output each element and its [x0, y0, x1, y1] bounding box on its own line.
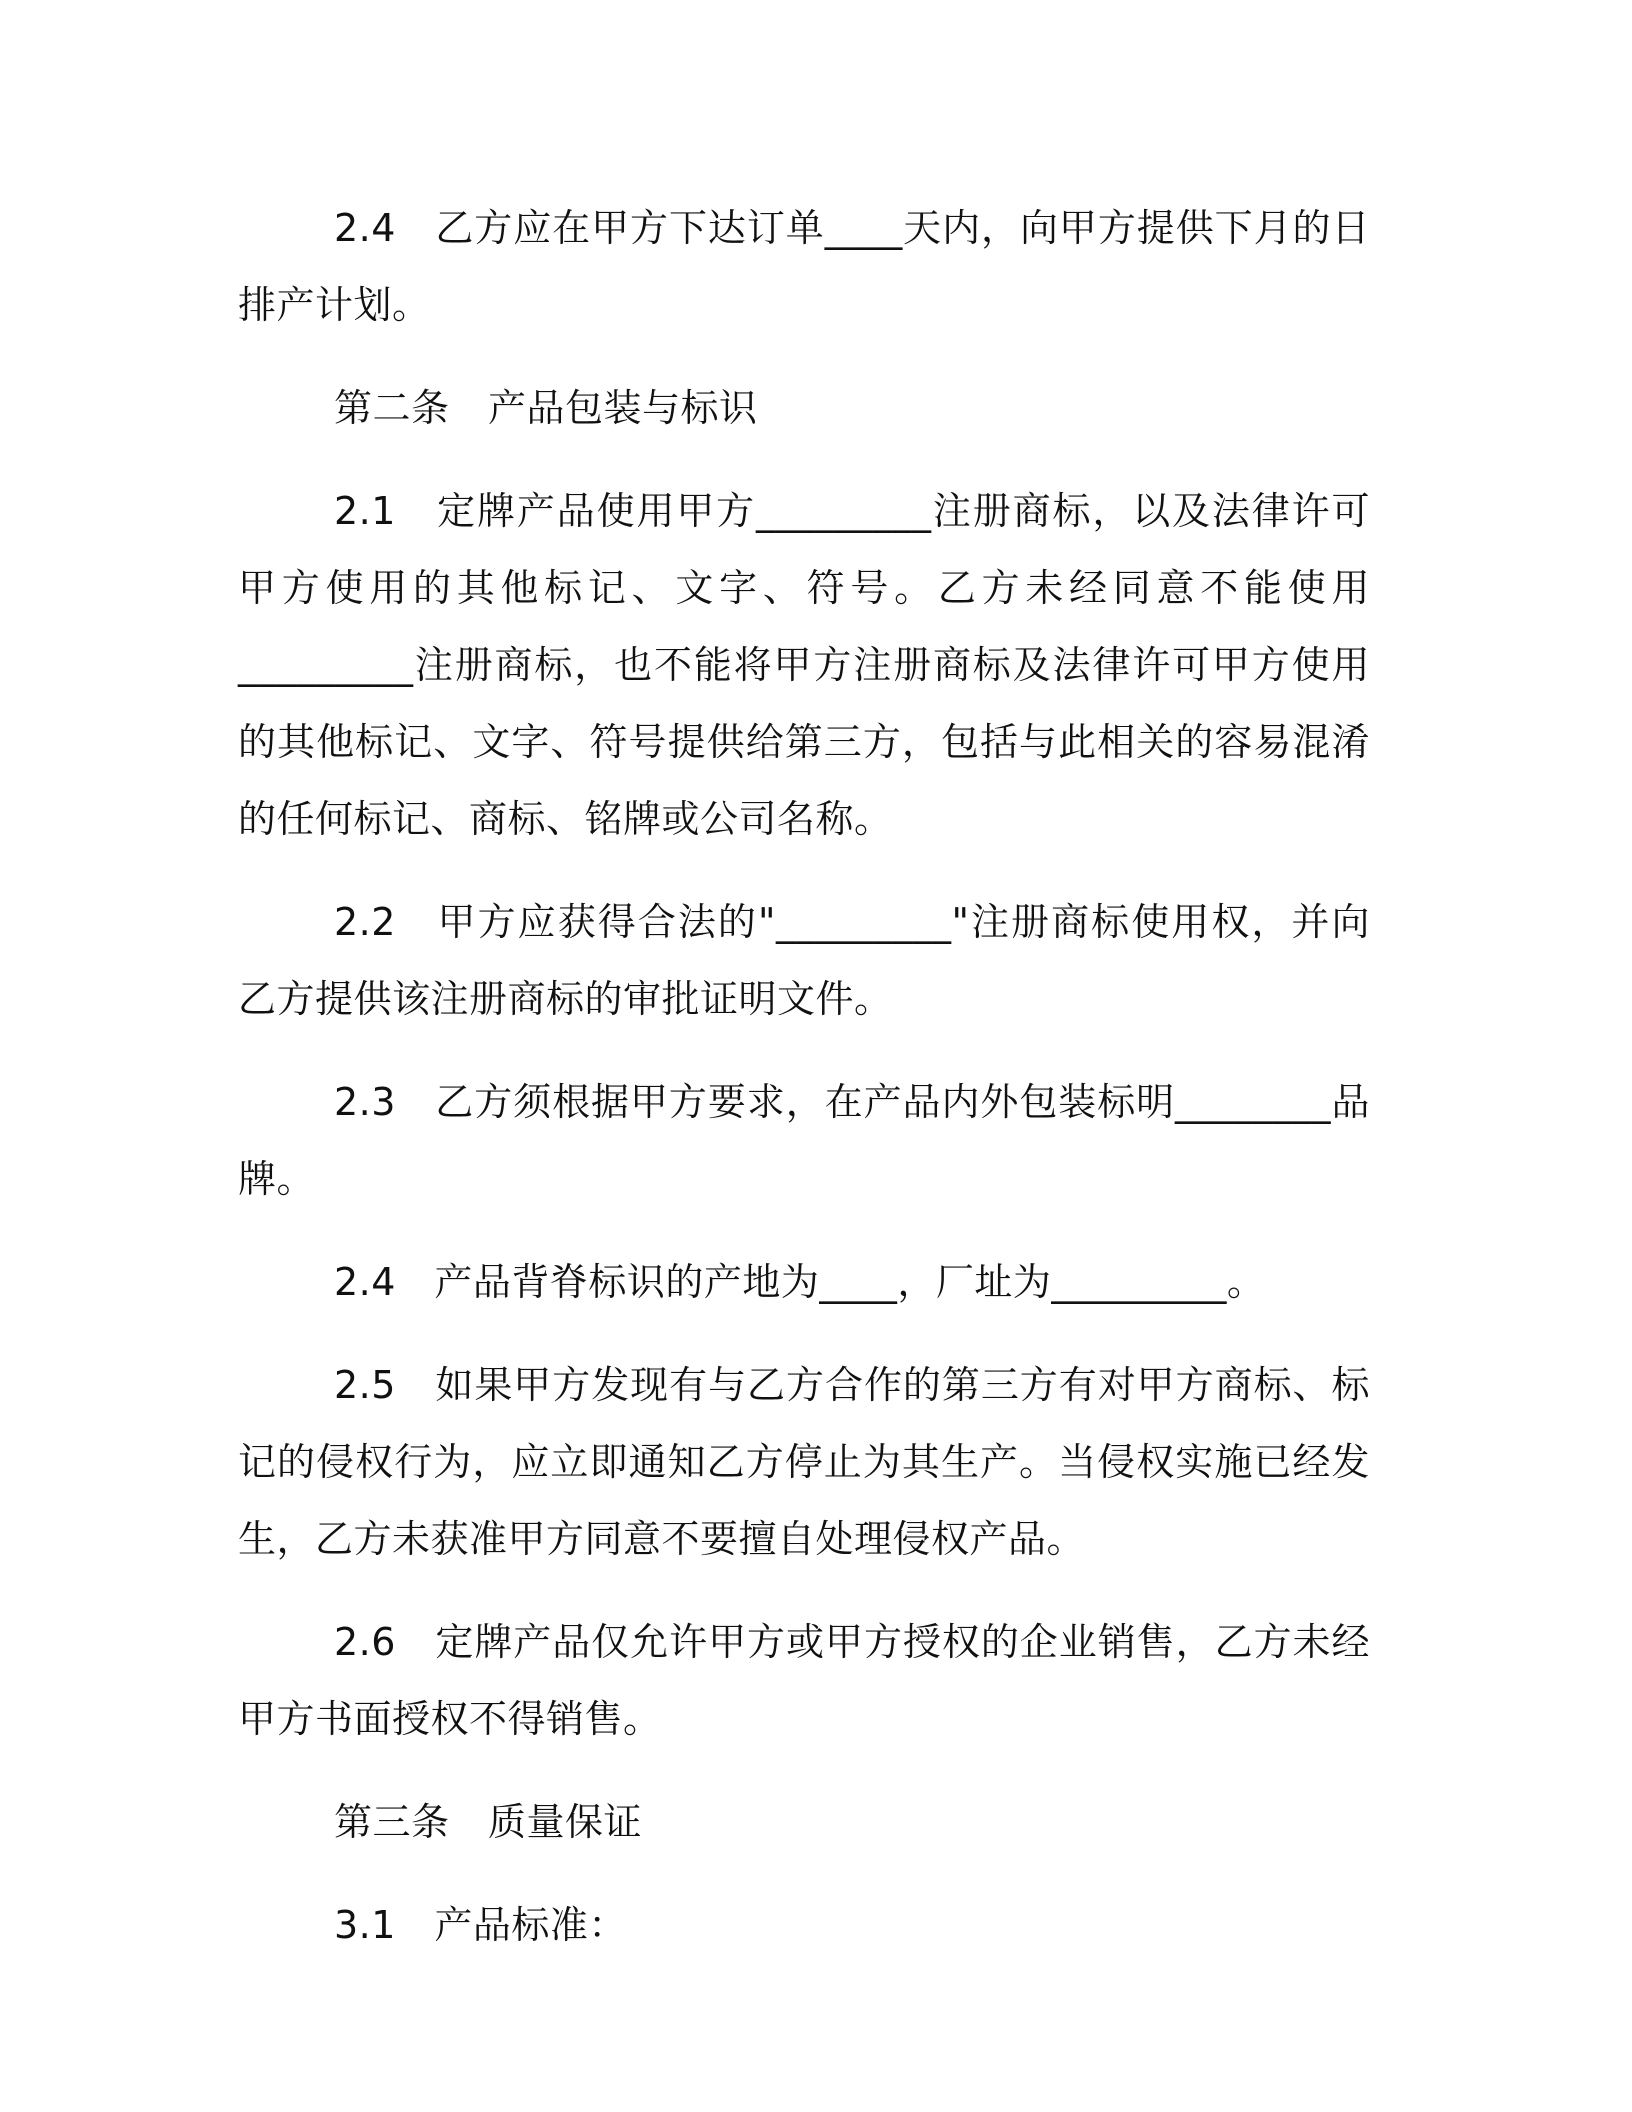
document-body: [238, 190, 1370, 1990]
clause-2-3: 2.3 乙方须根据甲方要求，在产品内外包装标明________品牌。: [238, 1080, 1370, 1201]
clause-2-4-schedule: 2.4 乙方应在甲方下达订单____天内，向甲方提供下月的日排产计划。: [238, 206, 1370, 327]
clause-2-4-origin: 2.4 产品背脊标识的产地为____，厂址为_________。: [334, 1260, 1266, 1304]
clause-2-6: 2.6 定牌产品仅允许甲方或甲方授权的企业销售，乙方未经甲方书面授权不得销售。: [238, 1620, 1370, 1741]
clause-2-2: 2.2 甲方应获得合法的"_________"注册商标使用权，并向乙方提供该注册商标的审批证明文件。: [238, 900, 1370, 1021]
section-heading-article-3: 第三条 质量保证: [334, 1800, 643, 1844]
clause-2-1: 2.1 定牌产品使用甲方_________注册商标，以及法律许可甲方使用的其他标记、文字、符号。乙方未经同意不能使用_________注册商标，也不能将甲方注册商标及法律许可甲方使用的其他标记、文字、符号提供给第三方，包括与此相关的容易混淆的任何标记、商标、铭牌或公司名称。: [238, 489, 1370, 841]
section-heading-article-2: 第二条 产品包装与标识: [334, 386, 758, 430]
clause-3-1: 3.1 产品标准：: [334, 1903, 627, 1947]
clause-2-5: 2.5 如果甲方发现有与乙方合作的第三方有对甲方商标、标记的侵权行为，应立即通知乙方停止为其生产。当侵权实施已经发生，乙方未获准甲方同意不要擅自处理侵权产品。: [238, 1363, 1370, 1561]
